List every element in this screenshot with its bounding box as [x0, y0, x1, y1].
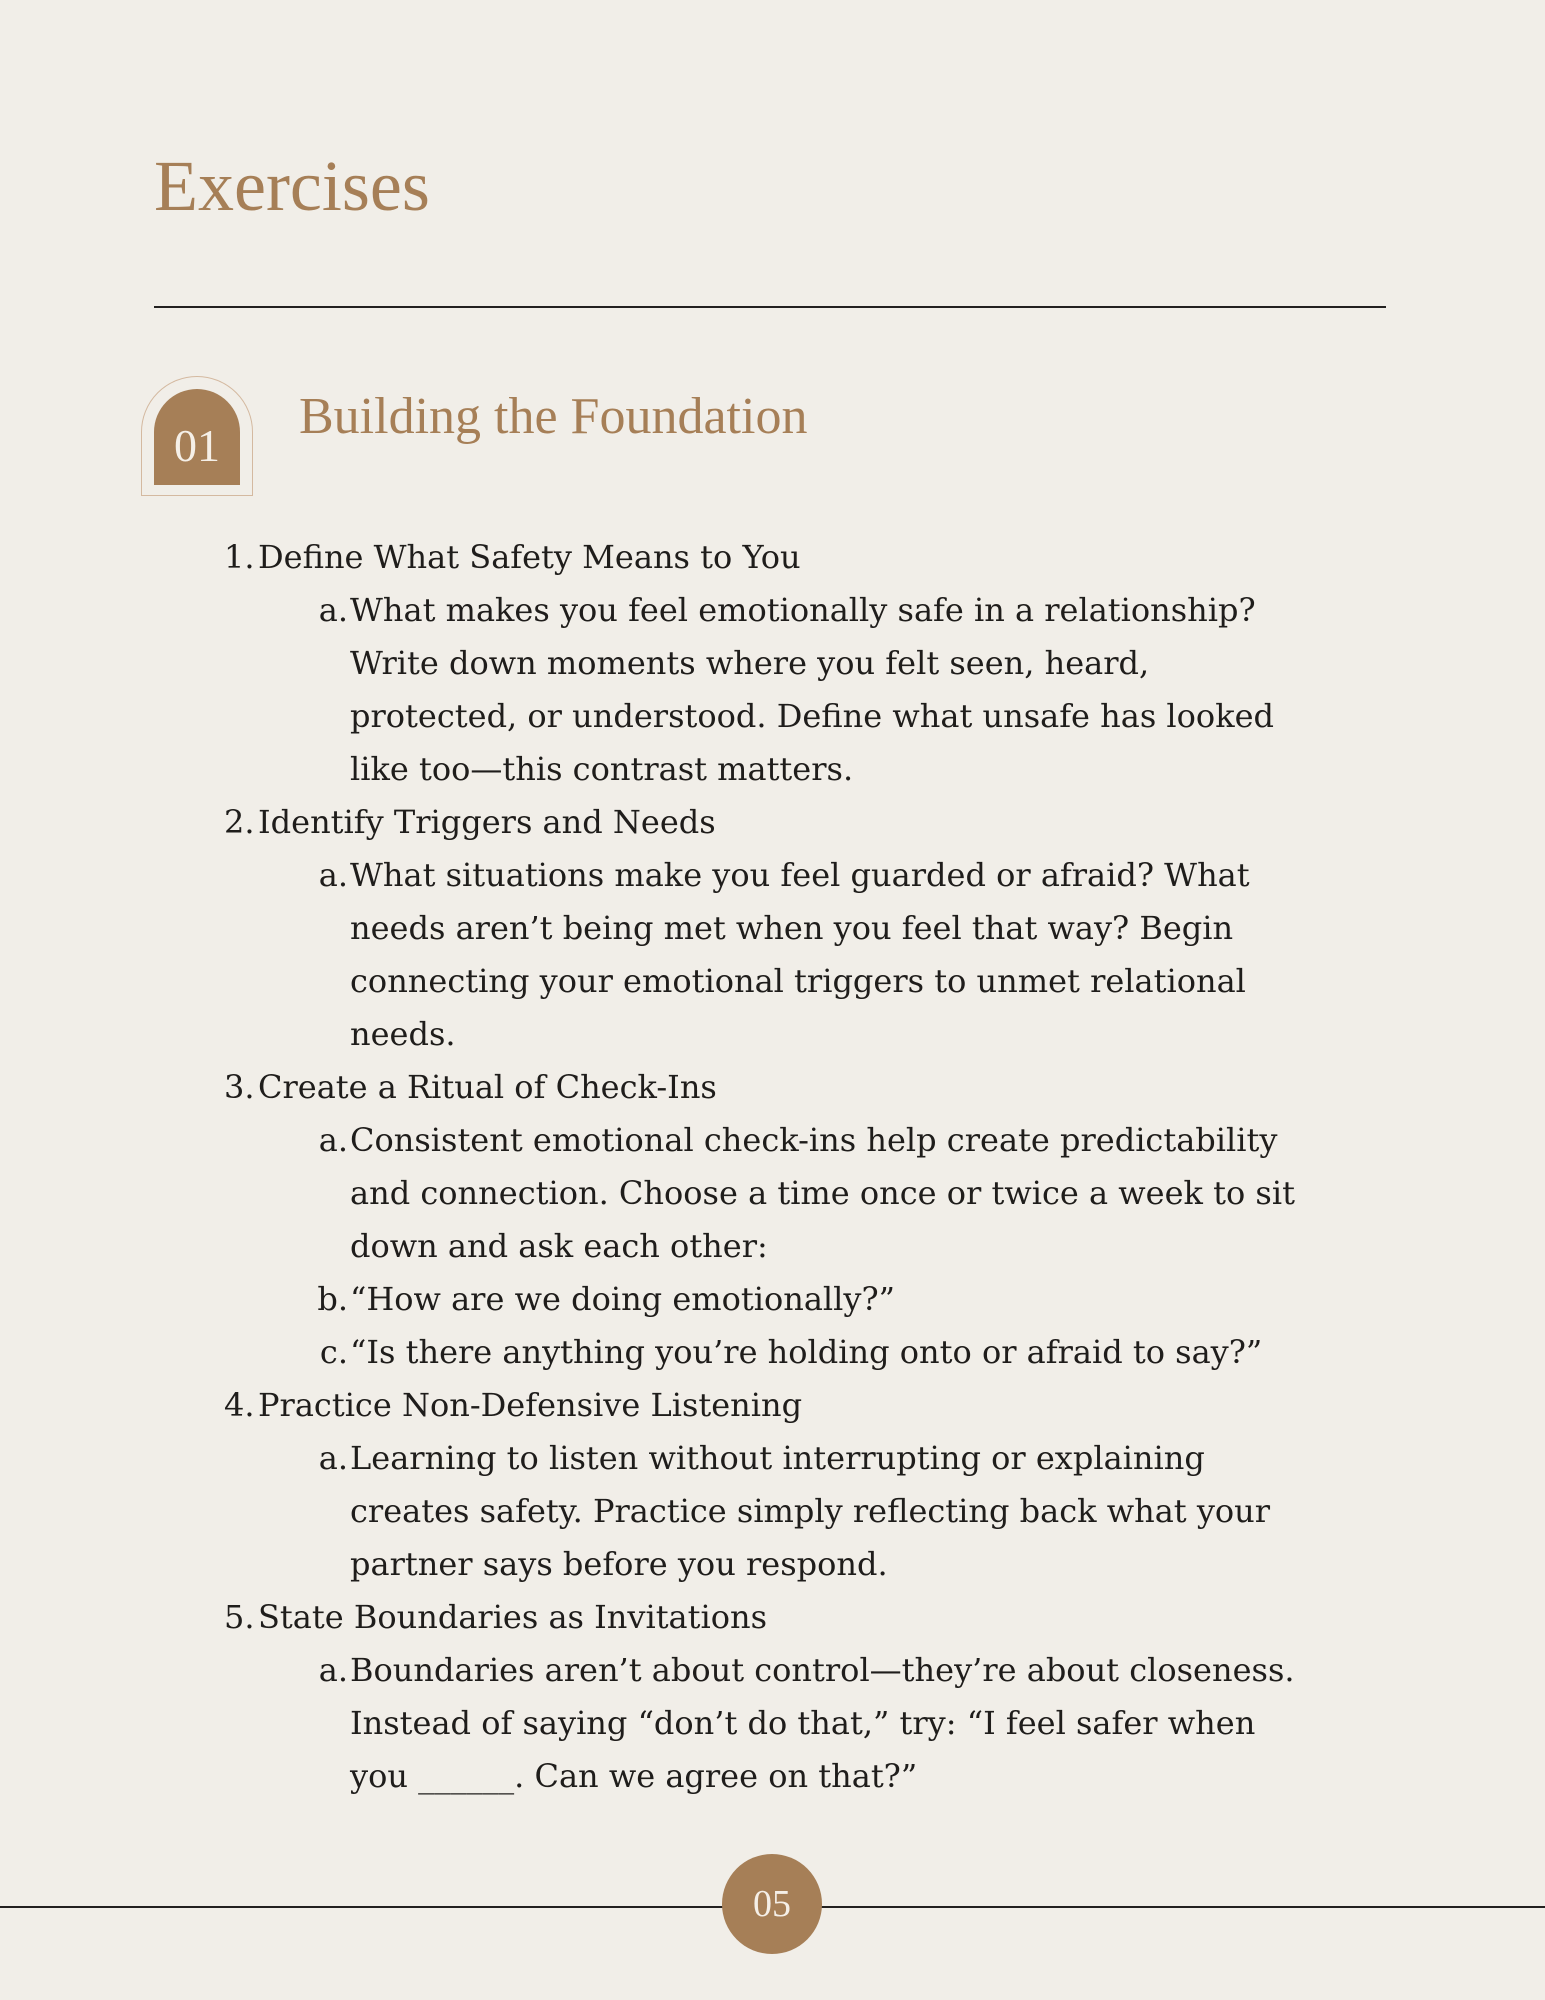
subitem-text: “Is there anything you’re holding onto or afraid to say?”	[350, 1333, 1263, 1371]
exercise-subitem	[258, 1432, 1318, 1591]
exercise-number: 2.	[224, 803, 255, 841]
page-number-badge: 05	[722, 1854, 822, 1954]
exercise-number: 5.	[224, 1598, 255, 1636]
title-divider	[154, 306, 1386, 308]
exercise-item	[224, 1379, 1374, 1591]
subitem-text: Learning to listen without interrupting or explaining creates safety. Practice simply reflecting back what your partner says before you respond.	[350, 1439, 1271, 1583]
subitem-letter: a.	[318, 1651, 348, 1689]
section-number-badge	[141, 376, 253, 496]
exercise-sublist	[258, 849, 1318, 1061]
exercise-item	[224, 796, 1374, 1061]
exercise-title: Define What Safety Means to You	[258, 538, 801, 576]
subitem-letter: b.	[317, 1280, 348, 1318]
exercise-title: State Boundaries as Invitations	[258, 1598, 768, 1636]
subitem-text: What situations make you feel guarded or afraid? What needs aren’t being met when you feel that way? Begin connecting your emotional triggers to unmet relational needs.	[350, 856, 1250, 1053]
subitem-letter: a.	[318, 1439, 348, 1477]
exercise-title: Create a Ritual of Check-Ins	[258, 1068, 717, 1106]
exercise-item	[224, 531, 1374, 796]
exercise-list	[224, 531, 1374, 1803]
exercise-item	[224, 1591, 1374, 1803]
subitem-text: Consistent emotional check-ins help create predictability and connection. Choose a time once or twice a week to sit down and ask each other:	[350, 1121, 1295, 1265]
subitem-text: “How are we doing emotionally?”	[350, 1280, 895, 1318]
subitem-letter: a.	[318, 591, 348, 629]
exercise-sublist	[258, 584, 1318, 796]
exercise-title: Practice Non-Defensive Listening	[258, 1386, 803, 1424]
subitem-letter: a.	[318, 856, 348, 894]
exercise-title: Identify Triggers and Needs	[258, 803, 716, 841]
exercise-subitem	[258, 1644, 1318, 1803]
exercise-subitem	[258, 584, 1318, 796]
section-title: Building the Foundation	[299, 388, 808, 445]
exercise-subitem	[258, 1273, 1318, 1326]
exercise-number: 4.	[224, 1386, 255, 1424]
exercise-subitem	[258, 1114, 1318, 1273]
subitem-text: Boundaries aren’t about control—they’re about closeness. Instead of saying “don’t do that,” try: “I feel safer when you ______. Can we agree on that?”	[350, 1651, 1295, 1795]
exercise-number: 1.	[224, 538, 255, 576]
exercise-subitem	[258, 849, 1318, 1061]
exercise-sublist	[258, 1644, 1318, 1803]
exercise-number: 3.	[224, 1068, 255, 1106]
section-number: 01	[154, 389, 240, 485]
subitem-letter: a.	[318, 1121, 348, 1159]
exercise-sublist	[258, 1432, 1318, 1591]
subitem-text: What makes you feel emotionally safe in a relationship? Write down moments where you felt seen, heard, protected, or understood. Define what unsafe has looked like too—this contrast matters.	[350, 591, 1274, 788]
subitem-letter: c.	[319, 1333, 348, 1371]
page-title: Exercises	[154, 146, 430, 226]
exercise-sublist	[258, 1114, 1318, 1379]
exercise-item	[224, 1061, 1374, 1379]
exercise-subitem	[258, 1326, 1318, 1379]
